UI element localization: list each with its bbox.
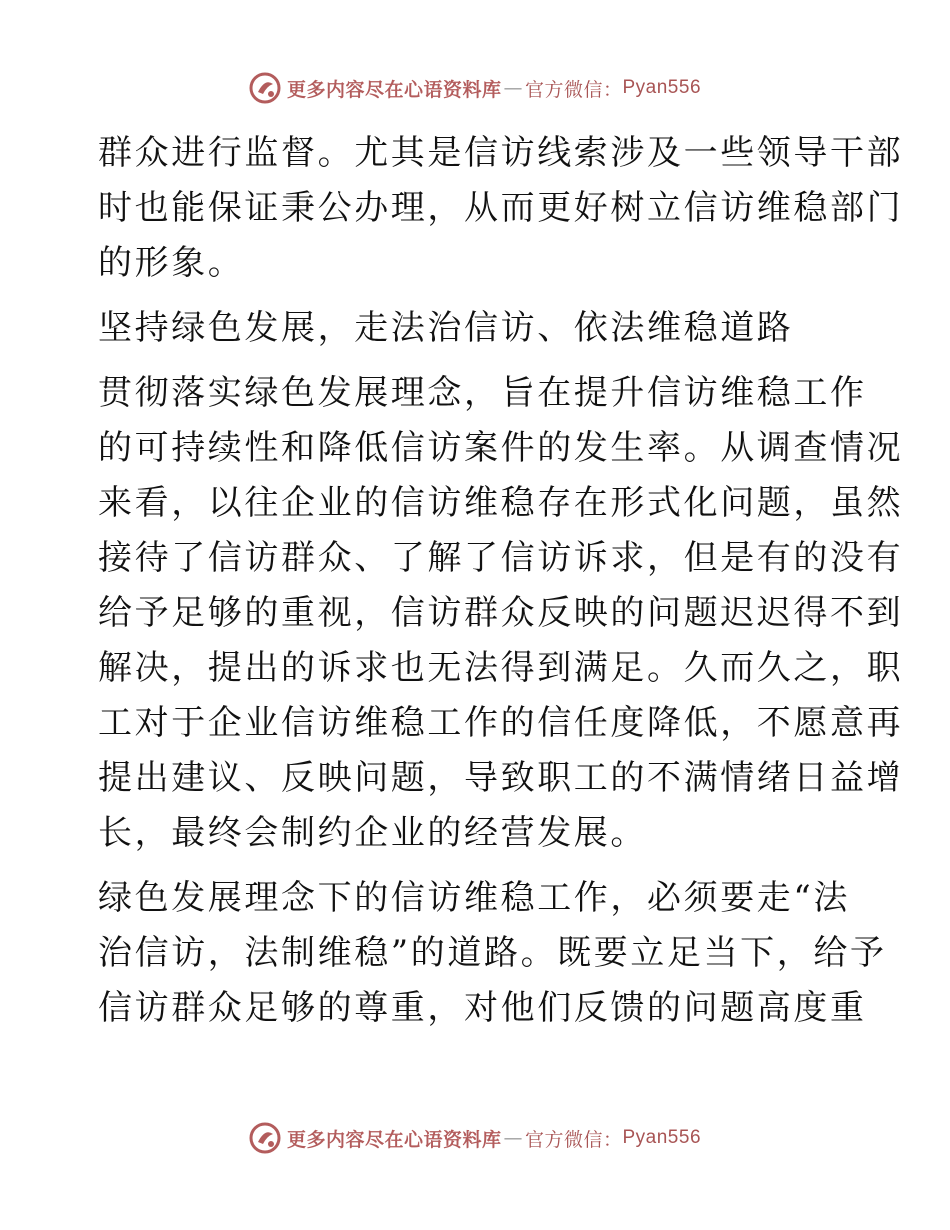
- footer-separator: —: [503, 1127, 523, 1149]
- header-separator: —: [503, 77, 523, 99]
- text-line: 时也能保证秉公办理，从而更好树立信访维稳部门: [98, 188, 904, 228]
- text-line: 群众进行监督。尤其是信访线索涉及一些领导干部: [98, 133, 904, 173]
- text-line: 绿色发展理念下的信访维稳工作，必须要走“法: [98, 878, 850, 918]
- page-header: [0, 72, 950, 104]
- header-wechat-id: Pyan556: [622, 77, 702, 98]
- text-line: 的可持续性和降低信访案件的发生率。从调查情况: [98, 428, 904, 468]
- text-line: 给予足够的重视，信访群众反映的问题迟迟得不到: [98, 593, 904, 633]
- header-brand-text: 更多内容尽在心语资料库: [286, 78, 502, 101]
- paragraph-1: [98, 126, 904, 291]
- footer-wechat-label: 官方微信：: [524, 1128, 623, 1151]
- text-line: 解决，提出的诉求也无法得到满足。久而久之，职: [98, 648, 904, 688]
- text-line: 长，最终会制约企业的经营发展。: [98, 813, 647, 853]
- footer-brand-text: 更多内容尽在心语资料库: [286, 1128, 502, 1151]
- page-footer: [0, 1122, 950, 1154]
- footer-wechat-id: Pyan556: [622, 1127, 702, 1148]
- text-line: 的形象。: [98, 243, 245, 283]
- text-line: 治信访，法制维稳”的道路。既要立足当下，给予: [98, 933, 887, 973]
- text-line: 来看，以往企业的信访维稳存在形式化问题，虽然: [98, 483, 904, 523]
- paragraph-2: [98, 366, 904, 861]
- text-line: 提出建议、反映问题，导致职工的不满情绪日益增: [98, 758, 904, 798]
- text-line: 信访群众足够的尊重，对他们反馈的问题高度重: [98, 988, 867, 1028]
- text-line: 工对于企业信访维稳工作的信任度降低，不愿意再: [98, 703, 904, 743]
- text-line: 接待了信访群众、了解了信访诉求，但是有的没有: [98, 538, 904, 578]
- brand-logo-icon: [249, 1122, 281, 1154]
- brand-logo-icon: [249, 72, 281, 104]
- header-wechat-label: 官方微信：: [524, 78, 623, 101]
- section-heading: 坚持绿色发展，走法治信访、依法维稳道路: [98, 308, 794, 348]
- paragraph-3: [98, 871, 887, 1036]
- document-body: [98, 126, 904, 1036]
- text-line: 贯彻落实绿色发展理念，旨在提升信访维稳工作: [98, 373, 867, 413]
